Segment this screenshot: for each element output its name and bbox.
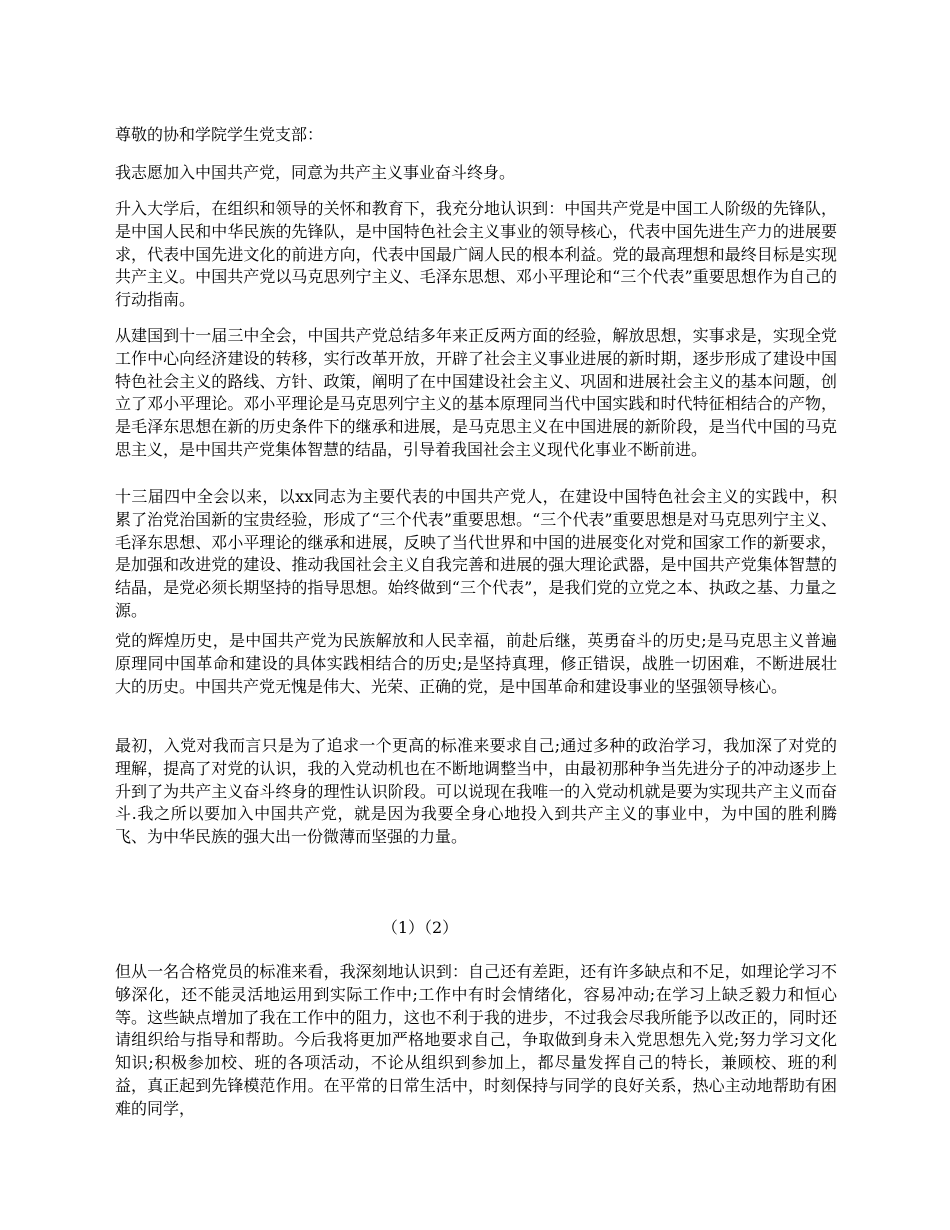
page-marker: （1）（2） [381, 918, 459, 937]
paragraph-understanding: 升入大学后，在组织和领导的关怀和教育下，我充分地认识到：中国共产党是中国工人阶级的先锋队，是中国人民和中华民族的先锋队，是中国特色社会主义事业的领导核心，代表中国先进生产力的进展要求，代表中国先进文化的前进方向，代表中国最广阔人民的根本利益。党的最高理想和最终目标是实现共产主义。中国共产党以马克思列宁主义、毛泽东思想、邓小平理论和“三个代表”重要思想作为自己的行动指南。 [115, 199, 837, 310]
paragraph-three-represents: 十三届四中全会以来，以xx同志为主要代表的中国共产党人，在建设中国特色社会主义的实践中，积累了治党治国新的宝贵经验，形成了“三个代表”重要思想。“三个代表”重要思想是对马克思列宁主义、毛泽东思想、邓小平理论的继承和进展，反映了当代世界和中国的进展变化对党和国家工作的新要求，是加强和改进党的建设、推动我国社会主义自我完善和进展的强大理论武器，是中国共产党集体智慧的结晶，是党必须长期坚持的指导思想。始终做到“三个代表”，是我们党的立党之本、执政之基、力量之源。 [115, 487, 837, 620]
paragraph-pledge: 我志愿加入中国共产党，同意为共产主义事业奋斗终身。 [115, 163, 516, 182]
paragraph-glorious-history: 党的辉煌历史，是中国共产党为民族解放和人民幸福，前赴后继，英勇奋斗的历史;是马克思主义普遍原理同中国革命和建设的具体实践相结合的历史;是坚持真理，修正错误，战胜一切困难，不断进展壮大的历史。中国共产党无愧是伟大、光荣、正确的党，是中国革命和建设事业的坚强领导核心。 [115, 631, 837, 696]
paragraph-history-deng: 从建国到十一届三中全会，中国共产党总结多年来正反两方面的经验，解放思想，实事求是，实现全党工作中心向经济建设的转移，实行改革开放，开辟了社会主义事业进展的新时期，逐步形成了建设中国特色社会主义的路线、方针、政策，阐明了在中国建设社会主义、巩固和进展社会主义的基本问题，创立了邓小平理论。邓小平理论是马克思列宁主义的基本原理同当代中国实践和时代特征相结合的产物，是毛泽东思想在新的历史条件下的继承和进展，是马克思主义在中国进展的新阶段，是当代中国的马克思主义，是中国共产党集体智慧的结晶，引导着我国社会主义现代化事业不断前进。 [115, 326, 837, 459]
salutation: 尊敬的协和学院学生党支部： [115, 125, 324, 144]
paragraph-shortcomings: 但从一名合格党员的标准来看，我深刻地认识到：自己还有差距，还有许多缺点和不足，如理论学习不够深化，还不能灵活地运用到实际工作中;工作中有时会情绪化，容易冲动;在学习上缺乏毅力和恒心等。这些缺点增加了我在工作中的阻力，这也不利于我的进步，不过我会尽我所能予以改正的，同时还请组织给与指导和帮助。今后我将更加严格地要求自己，争取做到身未入党思想先入党;努力学习文化知识;积极参加校、班的各项活动，不论从组织到参加上，都尽量发挥自己的特长，兼顾校、班的利益，真正起到先锋模范作用。在平常的日常生活中，时刻保持与同学的良好关系，热心主动地帮助有困难的同学， [115, 962, 837, 1118]
paragraph-motivation: 最初，入党对我而言只是为了追求一个更高的标准来要求自己;通过多种的政治学习，我加深了对党的理解，提高了对党的认识，我的入党动机也在不断地调整当中，由最初那种争当先进分子的冲动逐步上升到了为共产主义奋斗终身的理性认识阶段。可以说现在我唯一的入党动机就是要为实现共产主义而奋斗.我之所以要加入中国共产党，就是因为我要全身心地投入到共产主义的事业中，为中国的胜利腾飞、为中华民族的强大出一份微薄而坚强的力量。 [115, 736, 837, 847]
